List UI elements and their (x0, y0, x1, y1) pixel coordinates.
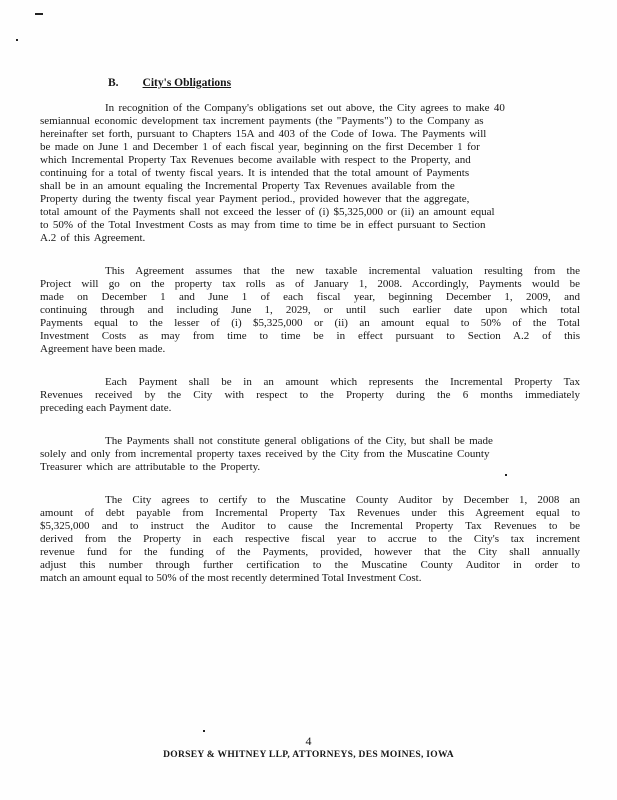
text-line: match an amount equal to 50% of the most recently determined Total Investment Cost. (40, 572, 422, 584)
paragraph (40, 376, 580, 415)
text-line: A.2 of this Agreement. (40, 232, 146, 244)
paragraph (40, 435, 580, 474)
text-line: to 50% of the Total Investment Costs as may from time to time be in effect pursuant to Section (40, 219, 486, 231)
text-line: made on December 1 and June 1 of each fiscal year, beginning December 1, 2009, and (40, 291, 580, 303)
scan-artifact (35, 13, 43, 15)
law-firm-footer: DORSEY & WHITNEY LLP, ATTORNEYS, DES MOINES, IOWA (163, 750, 454, 760)
text-line: derived from the Property in each respective fiscal year to accrue to the City's tax increment (40, 533, 580, 545)
text-line: solely and only from incremental property taxes received by the City from the Muscatine County (40, 448, 490, 460)
text-line: preceding each Payment date. (40, 402, 172, 414)
text-line: amount of debt payable from Incremental Property Tax Revenues under this Agreement equal to (40, 507, 580, 519)
text-line: continuing for a total of twenty fiscal years. It is intended that the total amount of Payments (40, 167, 470, 179)
text-line: $5,325,000 and to instruct the Auditor to cause the Incremental Property Tax Revenues to be (40, 520, 580, 532)
paragraph (40, 102, 580, 245)
scan-artifact (16, 39, 18, 41)
paragraph (40, 494, 580, 585)
text-line: Project will go on the property tax rolls as of January 1, 2008. Accordingly, Payments would be (40, 278, 580, 290)
section-heading (40, 77, 580, 90)
text-line: hereinafter set forth, pursuant to Chapters 15A and 403 of the Code of Iowa. The Payments will (40, 128, 487, 140)
text-line: revenue fund for the funding of the Payments, provided, however that the City shall annually (40, 546, 580, 558)
section-title: City's Obligations (142, 77, 232, 89)
text-line: Payments equal to the lesser of (i) $5,325,000 or (ii) an amount equal to 50% of the Total (40, 317, 580, 329)
text-line: shall be in an amount equaling the Incremental Property Tax Revenues available from the (40, 180, 455, 192)
text-line: which Incremental Property Tax Revenues become available with respect to the Property, and (40, 154, 471, 166)
text-line: Revenues received by the City with respect to the Property during the 6 months immediately (40, 389, 580, 401)
text-line: be made on June 1 and December 1 of each fiscal year, beginning on the first December 1 for (40, 141, 480, 153)
text-line: total amount of the Payments shall not exceed the lesser of (i) $5,325,000 or (ii) an amount equal (40, 206, 495, 218)
text-line: Each Payment shall be in an amount which represents the Incremental Property Tax (105, 376, 580, 388)
paragraph (40, 265, 580, 356)
text-line: This Agreement assumes that the new taxable incremental valuation resulting from the (105, 265, 580, 277)
text-line: The City agrees to certify to the Muscatine County Auditor by December 1, 2008 an (105, 494, 580, 506)
section-label: B. (108, 77, 119, 89)
text-line: Investment Costs as may from time to time be in effect pursuant to Section A.2 of this (40, 330, 580, 342)
text-line: In recognition of the Company's obligations set out above, the City agrees to make 40 (105, 102, 505, 114)
document-body (40, 77, 580, 605)
page-number: 4 (305, 734, 312, 748)
text-line: semiannual economic development tax increment payments (the "Payments") to the Company as (40, 115, 484, 127)
text-line: The Payments shall not constitute general obligations of the City, but shall be made (105, 435, 493, 447)
text-line: Treasurer which are attributable to the Property. (40, 461, 261, 473)
scan-artifact (203, 730, 205, 732)
text-line: adjust this number through further certification to the Muscatine County Auditor in order to (40, 559, 580, 571)
text-line: Agreement have been made. (40, 343, 166, 355)
text-line: Property during the twenty fiscal year Payment period., provided however that the aggregate, (40, 193, 470, 205)
paragraphs (40, 102, 580, 585)
text-line: continuing through and including June 1, 2029, or until such earlier date upon which total (40, 304, 580, 316)
